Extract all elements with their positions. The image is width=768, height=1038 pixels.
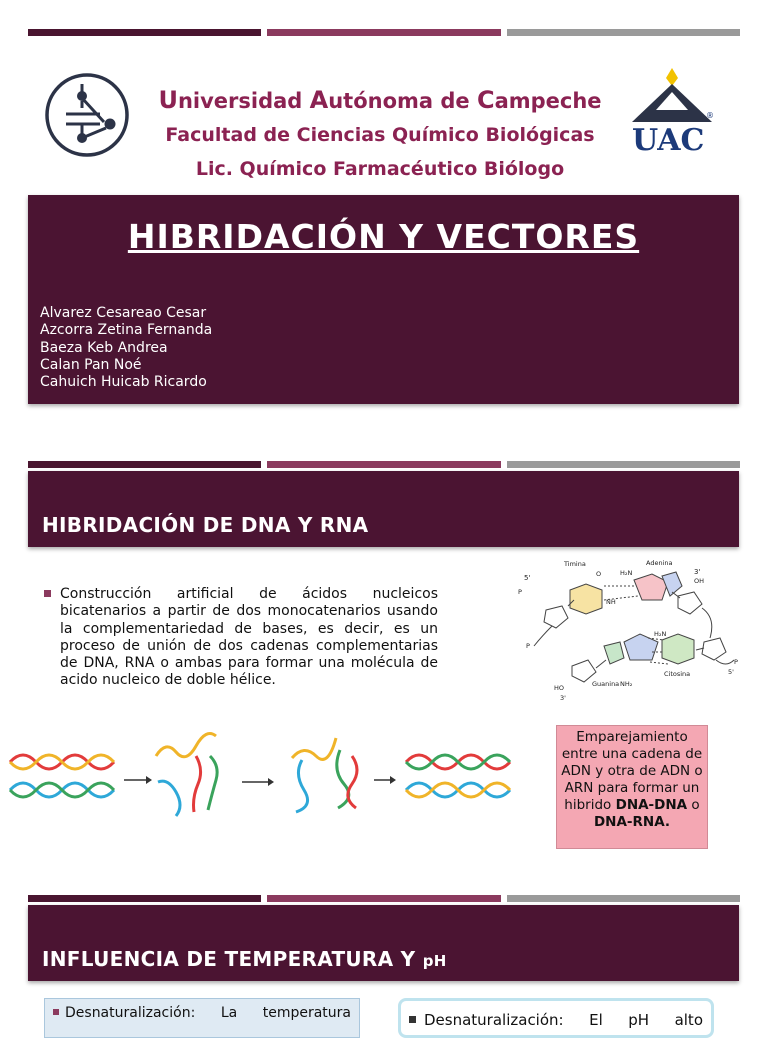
definition-text: Construcción artificial de ácidos nucleicos bicatenarios a partir de dos monocatenarios usando la complementariedad de bases, es decir, es un proceso de unión de dos cadenas complementarias de DNA, RNA o ambas para formar una molécula de acido nucleico de doble hélice. xyxy=(60,586,438,689)
svg-text:OH: OH xyxy=(694,577,705,585)
svg-text:P: P xyxy=(526,642,530,650)
arrow-right-icon xyxy=(124,776,152,784)
university-name: Universidad Autónoma de Campeche xyxy=(158,86,602,114)
temperature-text: Desnaturalización: La temperatura xyxy=(65,1005,351,1021)
author-name: Cahuich Huicab Ricardo xyxy=(40,374,207,391)
annealing-strands xyxy=(292,738,357,812)
uac-logo-icon xyxy=(628,66,720,156)
section-decor-bars xyxy=(28,461,740,468)
author-name: Alvarez Cesareao Cesar xyxy=(40,305,207,321)
section-header-hybridization xyxy=(28,471,739,547)
arrow-right-icon xyxy=(242,778,274,786)
author-name: Baeza Keb Andrea xyxy=(40,339,168,356)
program-name: Lic. Químico Farmacéutico Biólogo xyxy=(195,158,565,180)
section-header-temperature-ph xyxy=(28,905,739,981)
bullet-icon xyxy=(53,1009,59,1015)
definition-paragraph xyxy=(44,586,438,690)
faculty-name: Facultad de Ciencias Químico Biológicas xyxy=(165,124,595,146)
hybridization-process-illustration xyxy=(6,726,520,820)
svg-text:O: O xyxy=(596,570,602,578)
arrow-right-icon xyxy=(374,776,396,784)
separating-strands xyxy=(156,734,217,816)
dna-helix-icon xyxy=(406,755,510,797)
temperature-box xyxy=(44,998,360,1038)
university-logo-icon xyxy=(44,72,130,158)
svg-text:NH₂: NH₂ xyxy=(620,680,633,688)
svg-text:3': 3' xyxy=(560,694,566,702)
svg-text:Timina: Timina xyxy=(564,560,586,568)
svg-text:H₂N: H₂N xyxy=(654,630,667,638)
dna-helix-icon xyxy=(10,755,114,797)
svg-text:Adenina: Adenina xyxy=(646,559,673,567)
authors-list xyxy=(40,305,212,391)
hybrid-note-box: Emparejamiento entre una cadena de ADN y otra de ADN o ARN para formar un hibrido DNA-DNA o DNA-RNA. xyxy=(556,725,708,849)
svg-text:UAC: UAC xyxy=(632,123,705,156)
top-decor-bars xyxy=(28,29,740,36)
section-decor-bars xyxy=(28,895,740,902)
author-name: Azcorra Zetina Fernanda xyxy=(40,322,213,339)
svg-text:HO: HO xyxy=(554,684,565,692)
svg-text:P: P xyxy=(518,588,522,596)
author-name: Calan Pan Noé xyxy=(40,356,142,373)
section-title: HIBRIDACIÓN DE DNA Y RNA xyxy=(42,513,369,537)
title-panel xyxy=(28,195,739,404)
svg-text:®: ® xyxy=(706,111,714,120)
ph-text: Desnaturalización: El pH alto xyxy=(424,1011,703,1029)
svg-text:Guanina: Guanina xyxy=(592,680,620,688)
svg-text:5': 5' xyxy=(524,574,531,582)
presentation-title: HIBRIDACIÓN Y VECTORES xyxy=(127,217,640,256)
svg-text:5': 5' xyxy=(728,668,734,676)
bullet-icon xyxy=(409,1016,416,1023)
svg-text:3': 3' xyxy=(694,568,701,576)
svg-text:NH: NH xyxy=(606,598,616,606)
section-title: INFLUENCIA DE TEMPERATURA Y pH xyxy=(42,947,447,971)
ph-box xyxy=(398,998,714,1038)
svg-text:P: P xyxy=(734,658,738,666)
svg-text:Citosina: Citosina xyxy=(664,670,691,678)
base-pairing-diagram xyxy=(512,556,752,702)
svg-text:H₂N: H₂N xyxy=(620,569,633,577)
bullet-icon xyxy=(44,590,51,597)
